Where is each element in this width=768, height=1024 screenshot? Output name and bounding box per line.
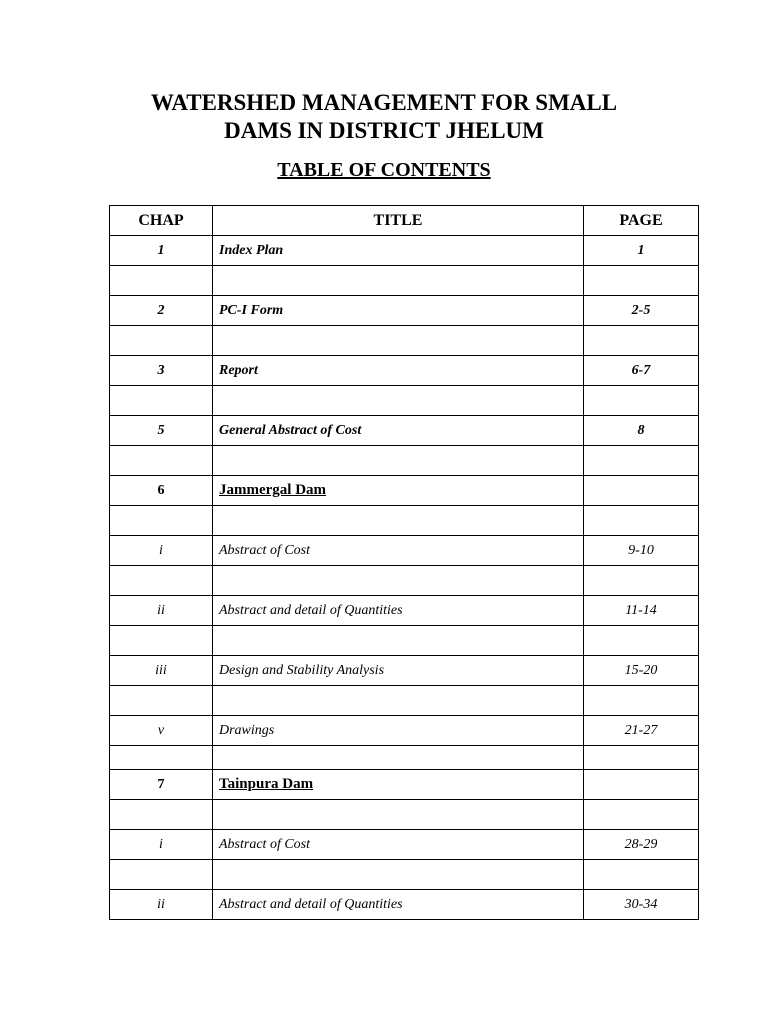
title-cell: PC-I Form [213,296,584,326]
page-cell [584,506,699,536]
page-cell [584,566,699,596]
chap-cell: ii [110,890,213,920]
title-cell [213,506,584,536]
page-cell: 30-34 [584,890,699,920]
page-cell: 8 [584,416,699,446]
title-cell: Design and Stability Analysis [213,656,584,686]
chap-cell [110,686,213,716]
table-row [110,356,699,386]
title-cell [213,686,584,716]
page-cell [584,326,699,356]
title-cell [213,566,584,596]
table-row [110,506,699,536]
table-row [110,296,699,326]
title-cell: Report [213,356,584,386]
section-title-cell: Jammergal Dam [213,476,584,506]
page-cell: 6-7 [584,356,699,386]
title-cell [213,626,584,656]
page-cell [584,860,699,890]
page-cell [584,386,699,416]
chap-cell: 6 [110,476,213,506]
table-row [110,626,699,656]
page-cell [584,626,699,656]
chap-cell: 2 [110,296,213,326]
toc-table [109,205,699,920]
table-row [110,830,699,860]
chap-cell [110,266,213,296]
table-row [110,890,699,920]
title-cell [213,446,584,476]
table-row [110,326,699,356]
title-cell: Index Plan [213,236,584,266]
table-row [110,860,699,890]
page-cell: 11-14 [584,596,699,626]
page-cell [584,770,699,800]
title-cell: Abstract and detail of Quantities [213,890,584,920]
title-cell: General Abstract of Cost [213,416,584,446]
table-row [110,746,699,770]
section-title-cell: Tainpura Dam [213,770,584,800]
table-row [110,686,699,716]
chap-cell [110,746,213,770]
title-cell [213,800,584,830]
chap-cell [110,626,213,656]
page-cell [584,446,699,476]
table-row [110,416,699,446]
page-cell [584,800,699,830]
chap-cell [110,446,213,476]
chap-cell: ii [110,596,213,626]
page-cell: 9-10 [584,536,699,566]
table-row [110,656,699,686]
header-chap: CHAP [110,206,213,236]
table-row [110,476,699,506]
chap-cell [110,506,213,536]
table-row [110,536,699,566]
chap-cell: i [110,536,213,566]
chap-cell: v [110,716,213,746]
title-cell [213,386,584,416]
page-cell [584,686,699,716]
title-cell [213,860,584,890]
table-row [110,266,699,296]
table-row [110,800,699,830]
chap-cell [110,326,213,356]
document-title-line2: DAMS IN DISTRICT JHELUM [224,118,544,143]
page-cell: 15-20 [584,656,699,686]
table-row [110,716,699,746]
chap-cell [110,860,213,890]
page-cell [584,476,699,506]
title-cell: Abstract and detail of Quantities [213,596,584,626]
document-title-line1: WATERSHED MANAGEMENT FOR SMALL [150,90,618,115]
header-page: PAGE [584,206,699,236]
chap-cell [110,386,213,416]
chap-cell [110,800,213,830]
table-row [110,446,699,476]
table-row [110,566,699,596]
page-cell: 21-27 [584,716,699,746]
page-cell [584,266,699,296]
table-row [110,236,699,266]
title-cell [213,326,584,356]
title-cell [213,746,584,770]
page-cell: 28-29 [584,830,699,860]
title-cell: Abstract of Cost [213,536,584,566]
header-title: TITLE [213,206,584,236]
chap-cell [110,566,213,596]
page-cell: 1 [584,236,699,266]
title-cell [213,266,584,296]
page-cell [584,746,699,770]
toc-header-row [110,206,699,236]
chap-cell: 3 [110,356,213,386]
toc-heading: TABLE OF CONTENTS [277,159,491,181]
title-cell: Drawings [213,716,584,746]
chap-cell: 7 [110,770,213,800]
chap-cell: 1 [110,236,213,266]
table-row [110,596,699,626]
table-row [110,386,699,416]
chap-cell: 5 [110,416,213,446]
table-row [110,770,699,800]
page-cell: 2-5 [584,296,699,326]
chap-cell: i [110,830,213,860]
chap-cell: iii [110,656,213,686]
title-cell: Abstract of Cost [213,830,584,860]
